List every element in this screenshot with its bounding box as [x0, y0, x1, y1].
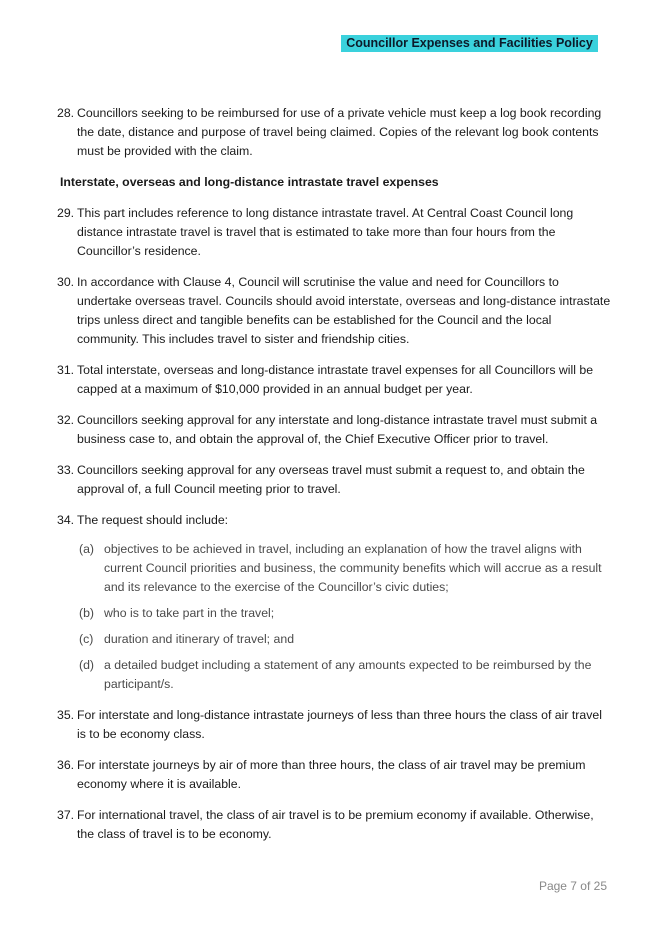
subclause-d [57, 656, 612, 694]
clause-34 [57, 511, 612, 530]
clause-number: 32. [57, 413, 75, 427]
section-heading: Interstate, overseas and long-distance intrastate travel expenses [60, 175, 439, 189]
clause-number: 33. [57, 463, 75, 477]
subclause-label: (d) [79, 658, 95, 672]
subclause-a [57, 540, 612, 597]
clause-32 [57, 411, 612, 449]
clause-37 [57, 806, 612, 844]
clause-35 [57, 706, 612, 744]
subclause-b [57, 604, 612, 623]
subclause-text: duration and itinerary of travel; and [104, 632, 295, 646]
clause-number: 28. [57, 106, 75, 120]
subclause-c [57, 630, 612, 649]
clause-text: The request should include: [77, 513, 229, 527]
clause-number: 34. [57, 513, 75, 527]
clause-text: Total interstate, overseas and long-distance intrastate travel expenses for all Councillors will be capped at a maximum of $10,000 provided in an annual budget per year. [77, 363, 594, 396]
clause-36 [57, 756, 612, 794]
clause-33 [57, 461, 612, 499]
clause-text: For international travel, the class of air travel is to be premium economy if available. Otherwise, the class of travel is to be economy. [77, 808, 594, 841]
clause-number: 30. [57, 275, 75, 289]
clause-number: 36. [57, 758, 75, 772]
clause-number: 35. [57, 708, 75, 722]
clause-text: Councillors seeking approval for any overseas travel must submit a request to, and obtain the approval of, a full Council meeting prior to travel. [77, 463, 585, 496]
clause-30 [57, 273, 612, 349]
clause-31 [57, 361, 612, 399]
document-header-title: Councillor Expenses and Facilities Policy [341, 35, 598, 52]
clause-text: For interstate journeys by air of more than three hours, the class of air travel may be premium economy where it is available. [77, 758, 586, 791]
subclause-label: (b) [79, 606, 95, 620]
clause-text: In accordance with Clause 4, Council will scrutinise the value and need for Councillors to undertake overseas travel. Councils should avoid interstate, overseas and long-distance intrastate trips unless direct and tangible benefits can be established for the Council and the local community. This includes travel to sister and friendship cities. [77, 275, 611, 346]
subclause-label: (a) [79, 542, 95, 556]
clause-text: This part includes reference to long distance intrastate travel. At Central Coast Council long distance intrastate travel is travel that is estimated to take more than four hours from the Councillor’s residence. [77, 206, 574, 258]
subclause-text: a detailed budget including a statement of any amounts expected to be reimbursed by the participant/s. [104, 658, 592, 691]
clause-number: 31. [57, 363, 75, 377]
clause-text: Councillors seeking approval for any interstate and long-distance intrastate travel must submit a business case to, and obtain the approval of, the Chief Executive Officer prior to travel. [77, 413, 598, 446]
subclause-text: who is to take part in the travel; [104, 606, 275, 620]
page-number: Page 7 of 25 [538, 879, 607, 893]
clause-text: For interstate and long-distance intrastate journeys of less than three hours the class of air travel is to be economy class. [77, 708, 602, 741]
clause-text: Councillors seeking to be reimbursed for use of a private vehicle must keep a log book recording the date, distance and purpose of travel being claimed. Copies of the relevant log book contents must be provided with the claim. [77, 106, 602, 158]
clause-number: 29. [57, 206, 75, 220]
clause-28 [57, 104, 612, 161]
request-sublist [57, 540, 612, 694]
subclause-label: (c) [79, 632, 94, 646]
document-body [57, 104, 612, 856]
clause-29 [57, 204, 612, 261]
subclause-text: objectives to be achieved in travel, including an explanation of how the travel aligns with current Council priorities and business, the community benefits which will accrue as a result and its relevance to the exercise of the Councillor’s civic duties; [104, 542, 602, 594]
clause-number: 37. [57, 808, 75, 822]
